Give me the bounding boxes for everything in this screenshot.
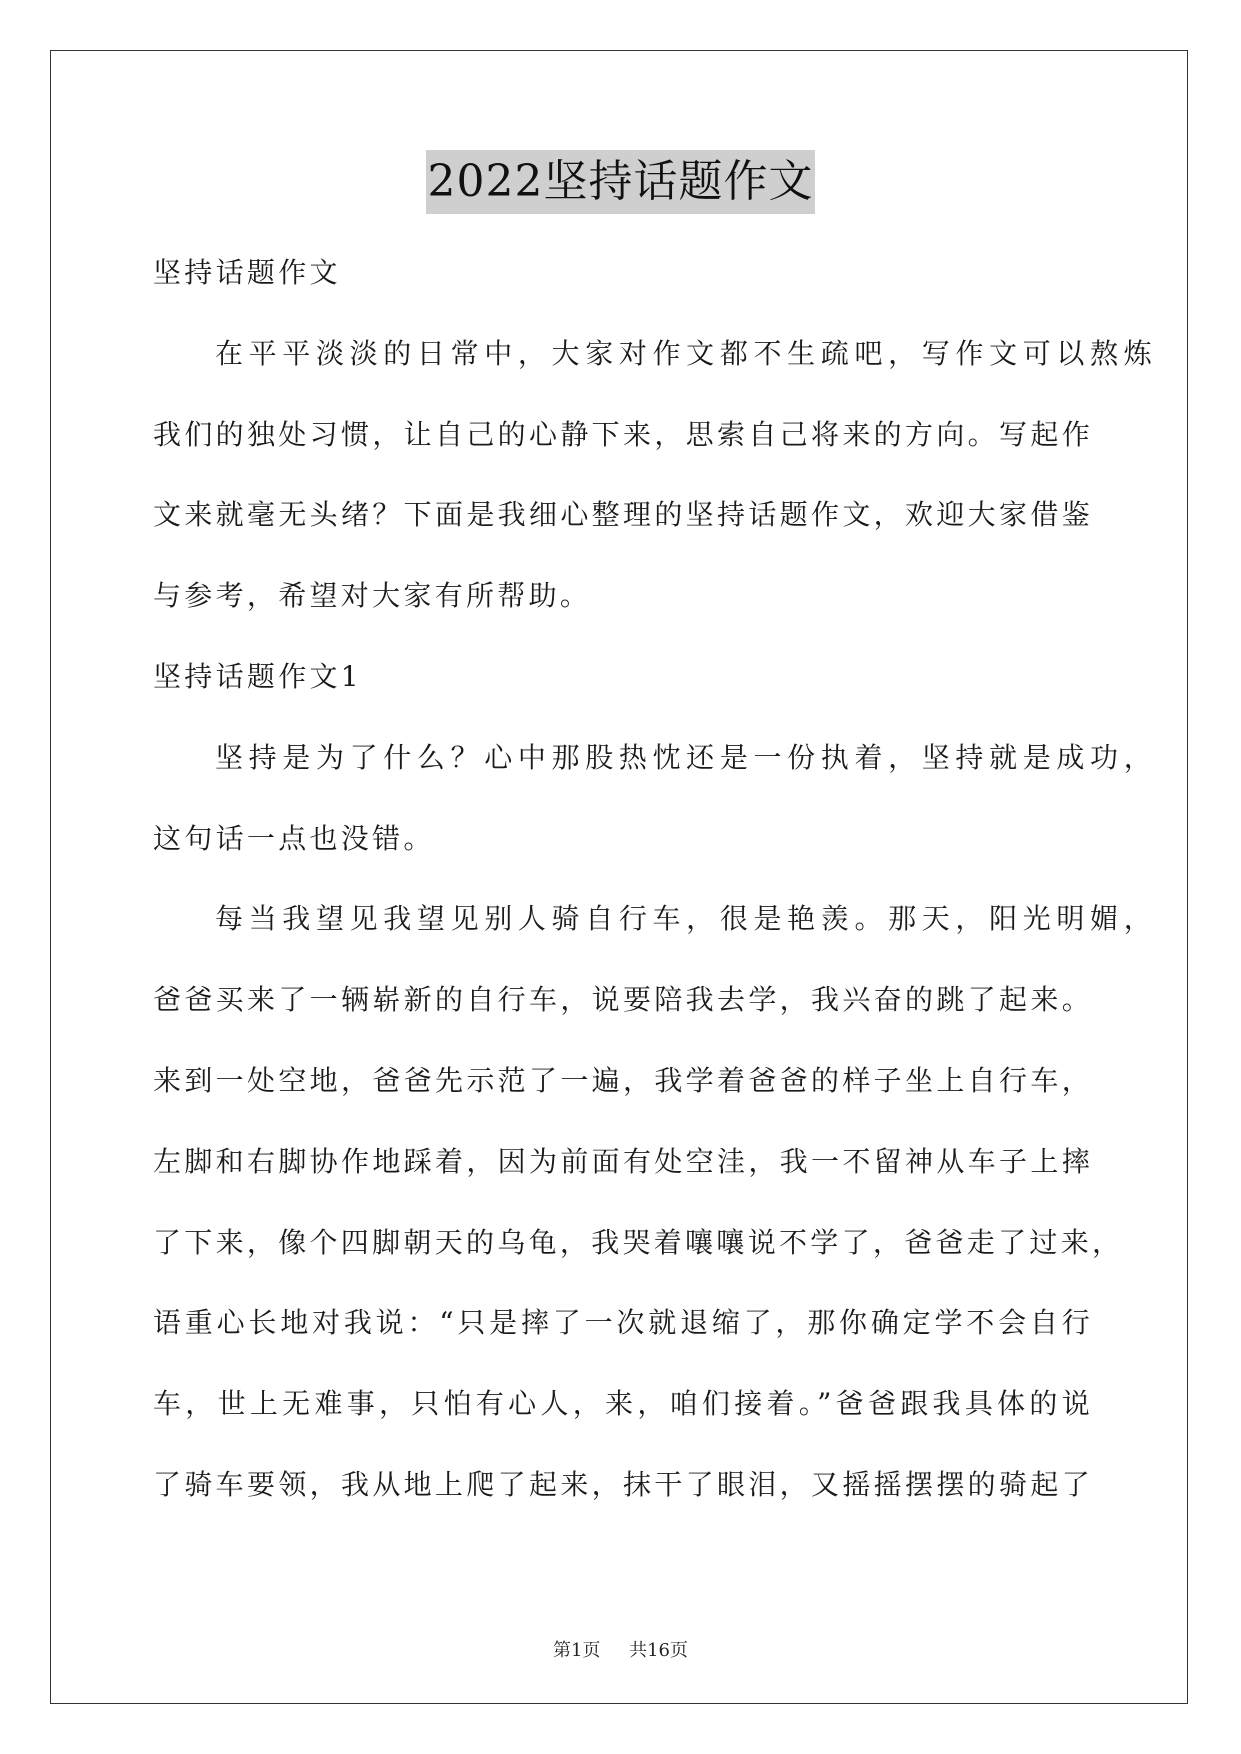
- text-line: 了骑车要领，我从地上爬了起来，抹干了眼泪，又摇摇摆摆的骑起了: [153, 1467, 1093, 1501]
- text-line: 车，世上无难事，只怕有心人，来，咱们接着。”爸爸跟我具体的说: [153, 1387, 1093, 1421]
- text-line: 这句话一点也没错。: [153, 821, 435, 855]
- text-line: 了下来，像个四脚朝天的乌龟，我哭着嚷嚷说不学了，爸爸走了过来，: [153, 1225, 1124, 1259]
- page-footer: [0, 1636, 1241, 1662]
- text-line: 左脚和右脚协作地踩着，因为前面有处空洼，我一不留神从车子上摔: [153, 1144, 1093, 1178]
- text-line: 文来就毫无头绪？下面是我细心整理的坚持话题作文，欢迎大家借鉴: [153, 498, 1093, 532]
- section-heading: 坚持话题作文: [153, 256, 341, 289]
- text-line: 在平平淡淡的日常中，大家对作文都不生疏吧，写作文可以熬炼: [215, 336, 1155, 370]
- text-line: 坚持是为了什么？心中那股热忱还是一份执着，坚持就是成功，: [215, 740, 1155, 774]
- title-wrap: [0, 150, 1241, 214]
- text-line: 与参考，希望对大家有所帮助。: [153, 579, 592, 613]
- text-line: 我们的独处习惯，让自己的心静下来，思索自己将来的方向。写起作: [153, 417, 1093, 451]
- document-body: [153, 233, 1155, 1526]
- text-line: 爸爸买来了一辆崭新的自行车，说要陪我去学，我兴奋的跳了起来。: [153, 983, 1093, 1017]
- text-line: 来到一处空地，爸爸先示范了一遍，我学着爸爸的样子坐上自行车，: [153, 1063, 1093, 1097]
- section-heading: 坚持话题作文1: [153, 659, 362, 693]
- document-title: 2022坚持话题作文: [426, 150, 816, 214]
- page-total: 共16页: [629, 1640, 688, 1661]
- page-number: 第1页: [553, 1640, 601, 1661]
- text-line: 语重心长地对我说：“只是摔了一次就退缩了，那你确定学不会自行: [153, 1306, 1093, 1340]
- text-line: 每当我望见我望见别人骑自行车，很是艳羡。那天，阳光明媚，: [215, 902, 1155, 936]
